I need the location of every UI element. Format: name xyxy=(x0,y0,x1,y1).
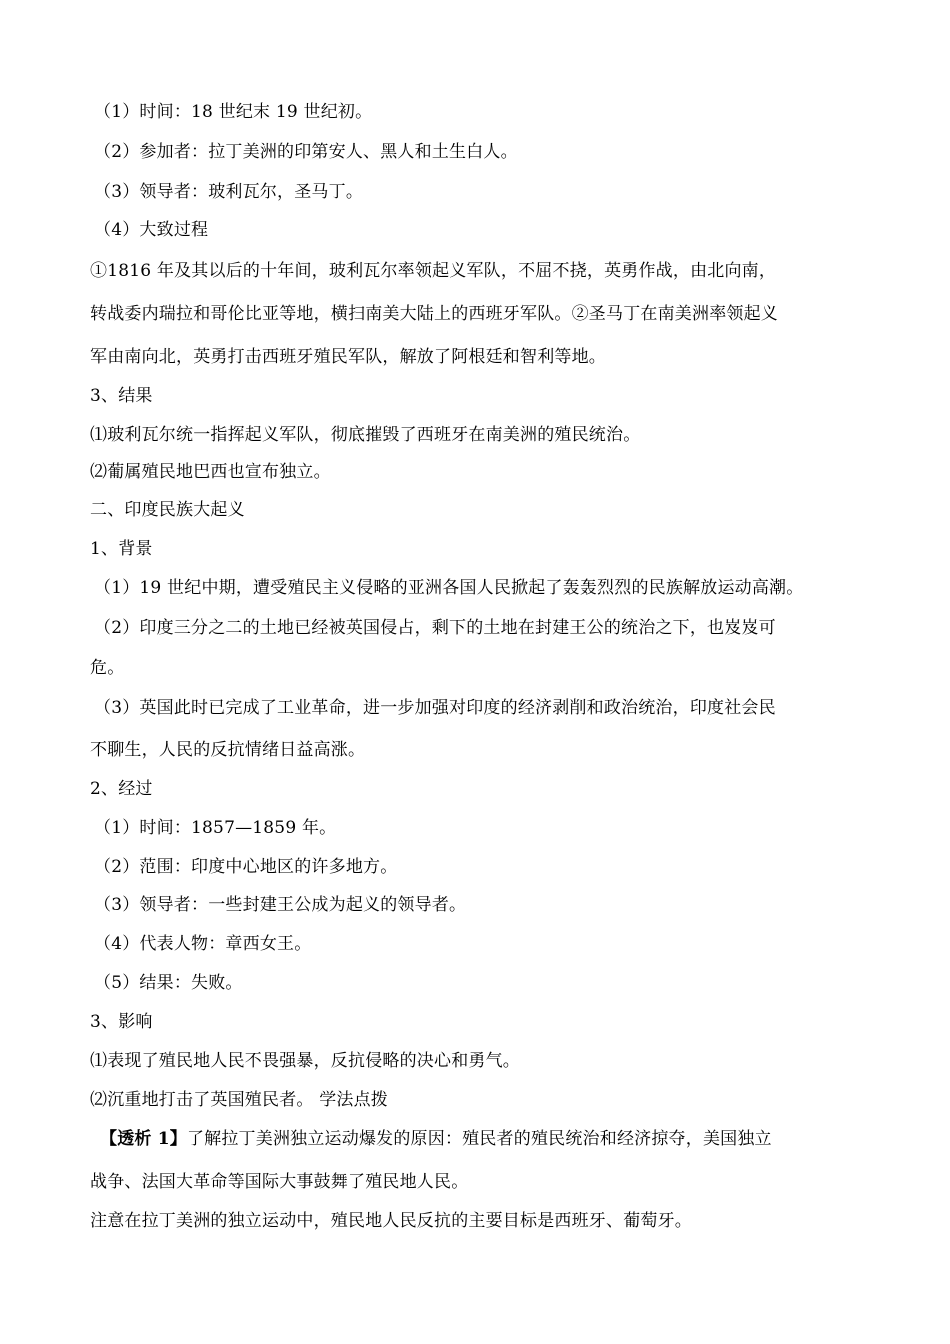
text-line-result-1: ⑴玻利瓦尔统一指挥起义军队，彻底摧毁了西班牙在南美洲的殖民统治。 xyxy=(90,425,641,445)
note-line: 注意在拉丁美洲的独立运动中，殖民地人民反抗的主要目标是西班牙、葡萄牙。 xyxy=(90,1211,692,1231)
section-heading-background: 1、背景 xyxy=(90,539,153,559)
analysis-line-2: 战争、法国大革命等国际大事鼓舞了殖民地人民。 xyxy=(90,1172,469,1192)
text-line-impact-1: ⑴表现了殖民地人民不畏强暴，反抗侵略的决心和勇气。 xyxy=(90,1051,520,1071)
text-line-course-result: （5）结果：失败。 xyxy=(94,973,243,993)
text-line-process-heading: （4）大致过程 xyxy=(94,220,209,240)
section-heading-impact: 3、影响 xyxy=(90,1012,153,1032)
text-line-process-1: ①1816 年及其以后的十年间，玻利瓦尔率领起义军队，不屈不挠，英勇作战，由北向南， xyxy=(90,261,777,281)
text-line-background-3a: （3）英国此时已完成了工业革命，进一步加强对印度的经济剥削和政治统治，印度社会民 xyxy=(94,698,776,718)
text-line-course-figure: （4）代表人物：章西女王。 xyxy=(94,934,312,954)
text-line-process-3: 军由南向北，英勇打击西班牙殖民军队，解放了阿根廷和智利等地。 xyxy=(90,347,606,367)
section-heading-result: 3、结果 xyxy=(90,386,153,406)
analysis-text-1: 了解拉丁美洲独立运动爆发的原因：殖民者的殖民统治和经济掠夺，美国独立 xyxy=(186,1129,772,1149)
text-line-result-2: ⑵葡属殖民地巴西也宣布独立。 xyxy=(90,462,331,482)
text-line-process-2: 转战委内瑞拉和哥伦比亚等地，横扫南美大陆上的西班牙军队。②圣马丁在南美洲率领起义 xyxy=(90,304,778,324)
text-line-impact-2: ⑵沉重地打击了英国殖民者。 学法点拨 xyxy=(90,1090,389,1110)
analysis-label: 【透析 1】 xyxy=(100,1129,187,1149)
text-line-leaders: （3）领导者：玻利瓦尔，圣马丁。 xyxy=(94,182,364,202)
text-line-background-2a: （2）印度三分之二的土地已经被英国侵占，剩下的土地在封建王公的统治之下，也岌岌可 xyxy=(94,618,776,638)
section-heading-course: 2、经过 xyxy=(90,779,153,799)
text-line-time: （1）时间：18 世纪末 19 世纪初。 xyxy=(94,102,373,122)
text-line-background-3b: 不聊生，人民的反抗情绪日益高涨。 xyxy=(90,740,366,760)
analysis-line-1 xyxy=(100,1127,772,1151)
section-heading-india: 二、印度民族大起义 xyxy=(90,500,245,520)
text-line-participants: （2）参加者：拉丁美洲的印第安人、黑人和土生白人。 xyxy=(94,142,518,162)
text-line-background-1: （1）19 世纪中期，遭受殖民主义侵略的亚洲各国人民掀起了轰轰烈烈的民族解放运动高潮。 xyxy=(94,578,804,598)
text-line-background-2b: 危。 xyxy=(90,658,125,678)
text-line-course-leaders: （3）领导者：一些封建王公成为起义的领导者。 xyxy=(94,895,467,915)
text-line-course-scope: （2）范围：印度中心地区的许多地方。 xyxy=(94,857,398,877)
text-line-course-time: （1）时间：1857—1859 年。 xyxy=(94,818,337,838)
